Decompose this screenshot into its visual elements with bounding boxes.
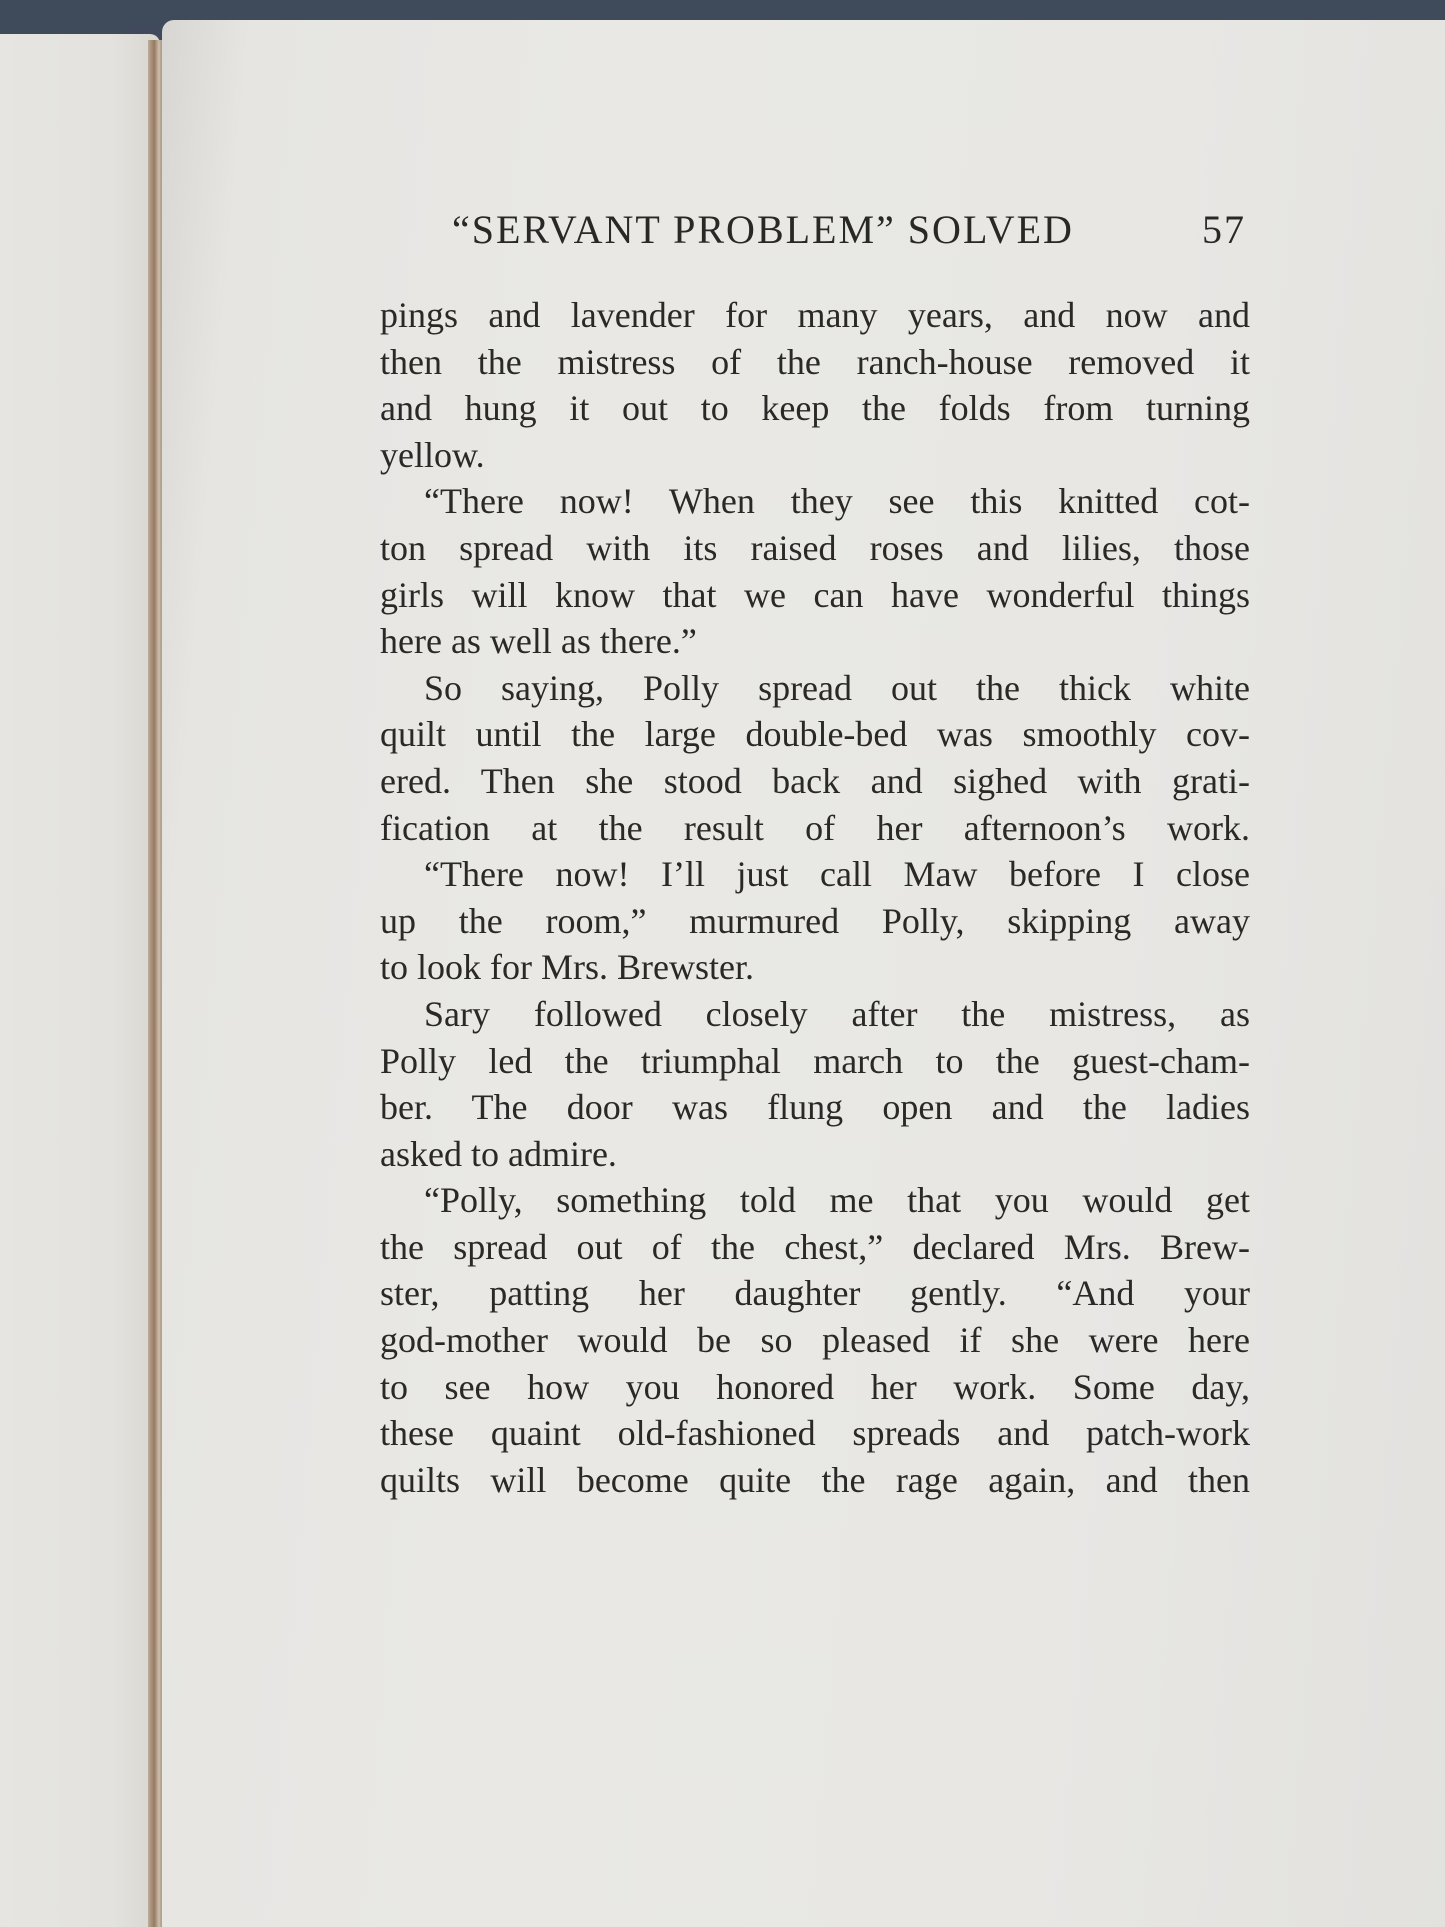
text-line: fication at the result of her afternoon’s work. xyxy=(380,807,1250,848)
text-line: ered. Then she stood back and sighed with grati- xyxy=(380,760,1250,801)
text-line: So saying, Polly spread out the thick white xyxy=(424,667,1250,708)
text-line: to look for Mrs. Brewster. xyxy=(380,947,754,988)
text-line: quilt until the large double-bed was smoothly cov- xyxy=(380,714,1250,755)
text-line: Polly led the triumphal march to the guest-cham- xyxy=(380,1040,1250,1081)
text-line: and hung it out to keep the folds from turning xyxy=(380,388,1250,429)
page-number: 57 xyxy=(1202,207,1246,252)
text-line: these quaint old-fashioned spreads and patch-work xyxy=(380,1413,1250,1454)
text-line: “There now! When they see this knitted cot- xyxy=(424,481,1250,522)
text-line: quilts will become quite the rage again, and then xyxy=(380,1459,1250,1500)
text-line: then the mistress of the ranch-house removed it xyxy=(380,341,1250,382)
text-line: “Polly, something told me that you would get xyxy=(424,1180,1250,1221)
running-title: “SERVANT PROBLEM” SOLVED xyxy=(452,207,1074,252)
text-line: ton spread with its raised roses and lilies, those xyxy=(380,527,1250,568)
text-line: Sary followed closely after the mistress, as xyxy=(424,993,1250,1034)
text-line: god-mother would be so pleased if she were here xyxy=(380,1320,1250,1361)
text-line: ber. The door was flung open and the ladies xyxy=(380,1087,1250,1128)
text-line: the spread out of the chest,” declared Mrs. Brew- xyxy=(380,1226,1250,1267)
left-page xyxy=(0,34,160,1927)
text-line: to see how you honored her work. Some day, xyxy=(380,1366,1250,1407)
text-line: asked to admire. xyxy=(380,1133,617,1174)
text-line: up the room,” murmured Polly, skipping away xyxy=(380,900,1250,941)
text-line: “There now! I’ll just call Maw before I close xyxy=(424,854,1250,895)
text-line: ster, patting her daughter gently. “And your xyxy=(380,1273,1250,1314)
text-line: girls will know that we can have wonderful things xyxy=(380,574,1250,615)
text-line: pings and lavender for many years, and now and xyxy=(380,295,1250,335)
text-line: yellow. xyxy=(380,434,485,475)
text-line: here as well as there.” xyxy=(380,621,697,662)
body-text xyxy=(380,292,1250,1503)
